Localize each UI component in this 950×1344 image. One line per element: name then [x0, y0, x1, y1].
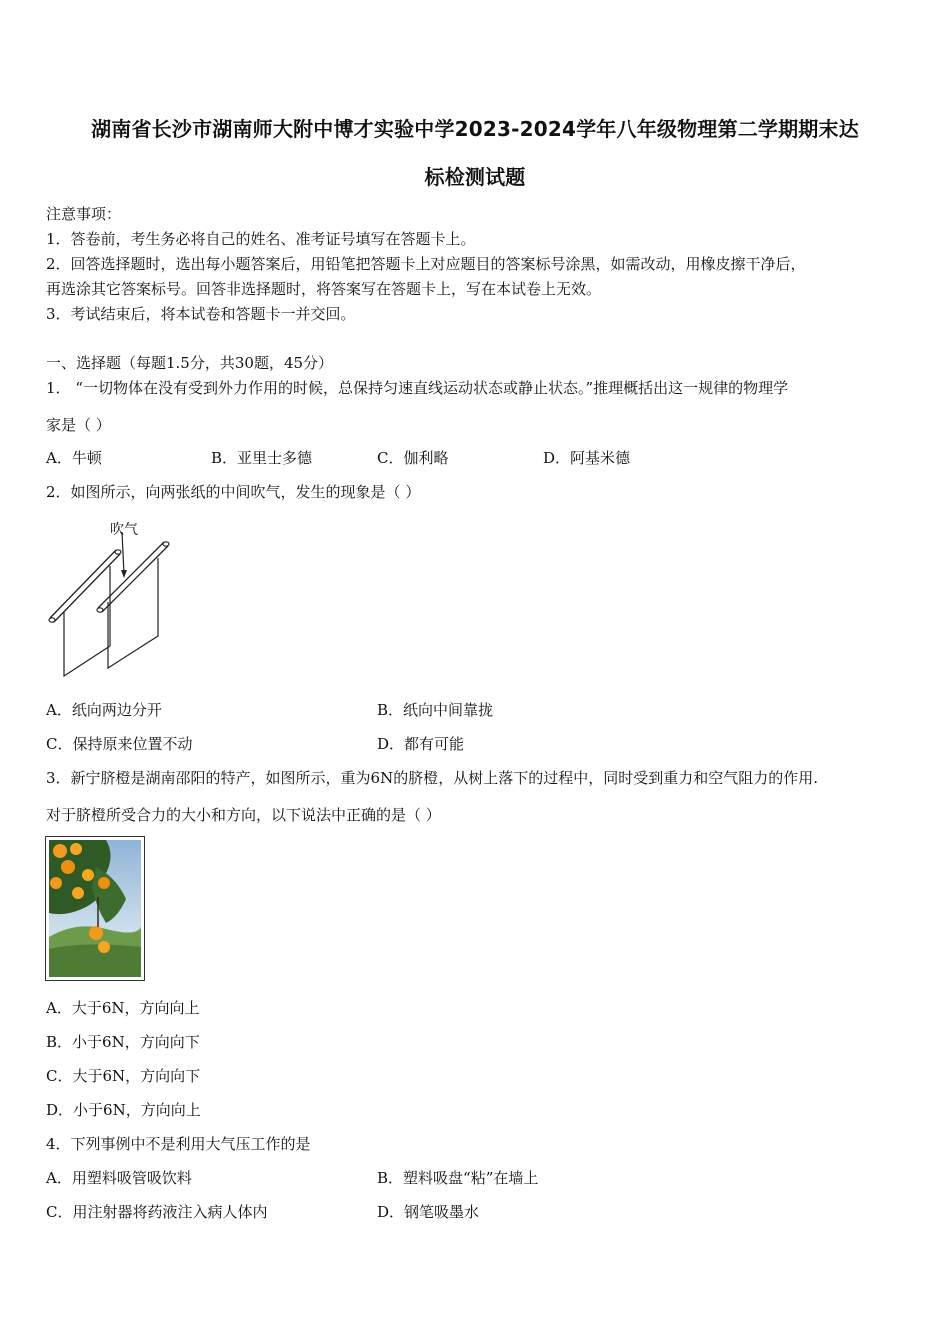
- question-stem: 对于脐橙所受合力的大小和方向，以下说法中正确的是（ ）: [46, 806, 441, 824]
- right-paper-sheet: [108, 558, 158, 668]
- orange-fruit: [72, 887, 84, 899]
- figure-label: 吹气: [110, 522, 138, 538]
- left-rod-end: [49, 618, 55, 622]
- option-a: A．牛顿: [46, 449, 102, 467]
- orange-tree-illustration: [46, 837, 144, 980]
- option-c: C．大于6N，方向向下: [46, 1067, 201, 1085]
- orange-tree-photo: [45, 836, 145, 981]
- right-rod-end: [163, 542, 169, 546]
- right-rod-end: [97, 608, 103, 612]
- orange-fruit: [61, 860, 75, 874]
- notice-item: 1．答卷前，考生务必将自己的姓名、准考证号填写在答题卡上。: [46, 230, 476, 248]
- notice-heading: 注意事项：: [46, 205, 122, 223]
- notice-item: 2．回答选择题时，选出每小题答案后，用铅笔把答题卡上对应题目的答案标号涂黑，如需改动，用橡皮擦干净后，: [46, 255, 806, 273]
- paper-blowing-diagram: [44, 516, 174, 682]
- orange-fruit: [98, 877, 110, 889]
- title-line-2: 标检测试题: [424, 165, 526, 189]
- option-a: A．用塑料吸管吸饮料: [46, 1169, 192, 1187]
- option-c: C．伽利略: [377, 449, 449, 467]
- option-d: D．阿基米德: [543, 449, 631, 467]
- question-stem: 家是（ ）: [46, 416, 111, 434]
- left-paper-sheet: [64, 612, 110, 676]
- orange-fruit: [89, 926, 103, 940]
- option-d: D．钢笔吸墨水: [377, 1203, 480, 1221]
- option-b: B．亚里士多德: [211, 449, 313, 467]
- option-b: B．塑料吸盘“粘”在墙上: [377, 1169, 539, 1187]
- option-a: A．大于6N，方向向上: [46, 999, 200, 1017]
- option-b: B．纸向中间靠拢: [377, 701, 494, 719]
- question-stem: 3．新宁脐橙是湖南邵阳的特产，如图所示，重为6N的脐橙，从树上落下的过程中，同时受到重力和空气阻力的作用.: [46, 769, 818, 787]
- right-rod-top: [98, 542, 164, 608]
- option-d: D．小于6N，方向向上: [46, 1101, 201, 1119]
- option-d: D．都有可能: [377, 735, 465, 753]
- orange-fruit: [82, 869, 94, 881]
- question-stem: 4．下列事例中不是利用大气压工作的是: [46, 1135, 311, 1153]
- orange-fruit: [53, 844, 67, 858]
- notice-item: 3．考试结束后，将本试卷和答题卡一并交回。: [46, 305, 356, 323]
- section-heading: 一、选择题（每题1.5分，共30题，45分）: [46, 354, 334, 372]
- left-rod-end: [115, 550, 121, 554]
- option-b: B．小于6N，方向向下: [46, 1033, 200, 1051]
- orange-fruit: [70, 843, 82, 855]
- orange-fruit: [50, 877, 62, 889]
- option-c: C．保持原来位置不动: [46, 735, 193, 753]
- field: [49, 944, 141, 977]
- paper-blowing-figure: [44, 516, 174, 682]
- blow-arrow-head: [121, 570, 127, 578]
- option-a: A．纸向两边分开: [46, 701, 162, 719]
- orange-fruit: [98, 941, 110, 953]
- question-stem: 2．如图所示，向两张纸的中间吹气，发生的现象是（ ）: [46, 483, 421, 501]
- option-c: C．用注射器将药液注入病人体内: [46, 1203, 268, 1221]
- title-line-1: 湖南省长沙市湖南师大附中博才实验中学2023-2024学年八年级物理第二学期期末达: [91, 117, 859, 141]
- notice-item: 再选涂其它答案标号。回答非选择题时，将答案写在答题卡上，写在本试卷上无效。: [46, 280, 602, 298]
- question-stem: 1． “一切物体在没有受到外力作用的时候，总保持匀速直线运动状态或静止状态。”推理概括出这一规律的物理学: [46, 379, 789, 397]
